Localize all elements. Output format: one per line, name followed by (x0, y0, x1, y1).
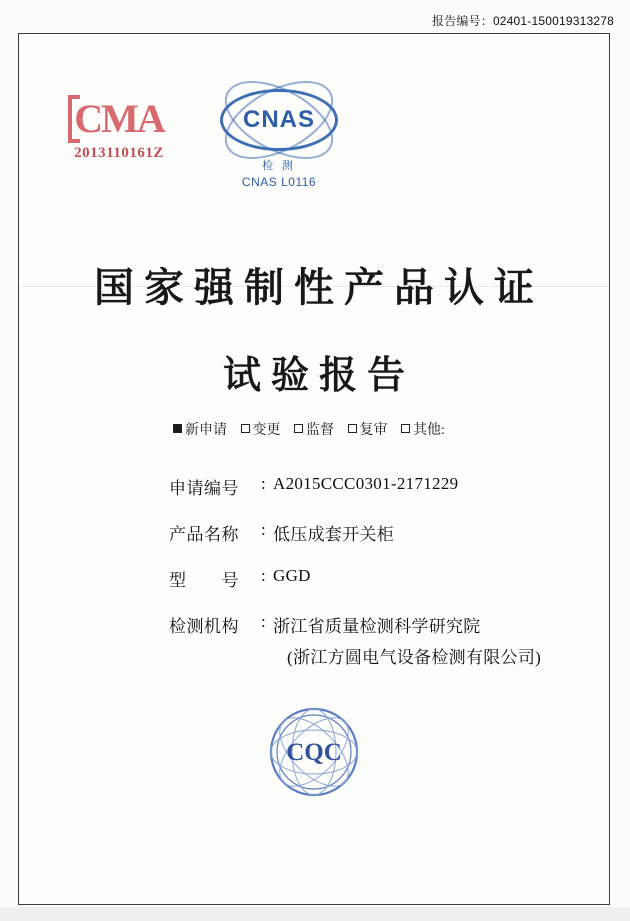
checkbox-label-change: 变更 (252, 423, 281, 438)
checkbox-option-review[interactable] (348, 423, 388, 438)
field-value-line1: 浙江省质量检测科学研究院 (273, 617, 481, 636)
field-label-testing-organization: 检测机构 (169, 617, 239, 636)
checkbox-label-other: 其他: (413, 423, 445, 438)
field-list (169, 474, 589, 689)
field-colon: : (261, 474, 266, 493)
checkbox-option-change[interactable] (241, 423, 281, 438)
cma-block (49, 96, 189, 162)
field-value-model: GGD (273, 566, 311, 585)
field-colon: : (261, 612, 266, 631)
checkbox-option-new[interactable] (173, 423, 227, 438)
field-colon: : (261, 566, 266, 585)
field-value-line2: (浙江方圆电气设备检测有限公司) (287, 648, 542, 667)
application-type-row (19, 419, 609, 439)
checkbox-icon-supervision[interactable] (294, 424, 303, 433)
field-colon: : (261, 520, 266, 539)
cnas-code: CNAS L0116 (241, 175, 317, 189)
checkbox-option-other[interactable] (401, 423, 445, 438)
cnas-block (194, 89, 364, 189)
scan-bottom-band (0, 907, 630, 921)
checkbox-label-supervision: 监督 (306, 423, 335, 438)
cnas-subtext: 检 测 (262, 160, 296, 172)
cqc-seal (268, 706, 360, 798)
cnas-label: CNAS (242, 106, 315, 133)
field-model (169, 566, 589, 591)
field-label-model: 型 号 (169, 571, 239, 590)
page-subtitle: 试验报告 (222, 352, 415, 397)
checkbox-label-review: 复审 (359, 423, 388, 438)
cma-code: 2013110161Z (74, 145, 164, 161)
report-number-value: 02401-150019313278 (492, 14, 614, 28)
checkbox-icon-review[interactable] (348, 424, 357, 433)
cma-icon: CMA (74, 96, 164, 141)
report-number (432, 12, 614, 29)
checkbox-label-new: 新申请 (185, 423, 228, 438)
svg-text:CQC: CQC (286, 739, 342, 766)
field-product-name (169, 520, 589, 545)
field-value-testing-organization (273, 612, 589, 668)
page-title: 国家强制性产品认证 (94, 264, 544, 311)
checkbox-option-supervision[interactable] (294, 423, 334, 438)
checkbox-icon-change[interactable] (241, 424, 250, 433)
checkbox-icon-new[interactable] (173, 424, 182, 433)
certificate-border (18, 33, 610, 905)
field-label-application-number: 申请编号 (169, 479, 239, 498)
report-number-label: 报告编号： (431, 14, 493, 28)
field-value-product-name: 低压成套开关柜 (273, 525, 395, 544)
field-application-number (169, 474, 589, 499)
checkbox-icon-other[interactable] (401, 424, 410, 433)
field-testing-organization (169, 612, 589, 668)
cnas-icon (220, 89, 338, 151)
field-label-product-name: 产品名称 (169, 525, 239, 544)
accreditation-marks (19, 89, 609, 209)
field-value-application-number: A2015CCC0301-2171229 (273, 474, 459, 493)
